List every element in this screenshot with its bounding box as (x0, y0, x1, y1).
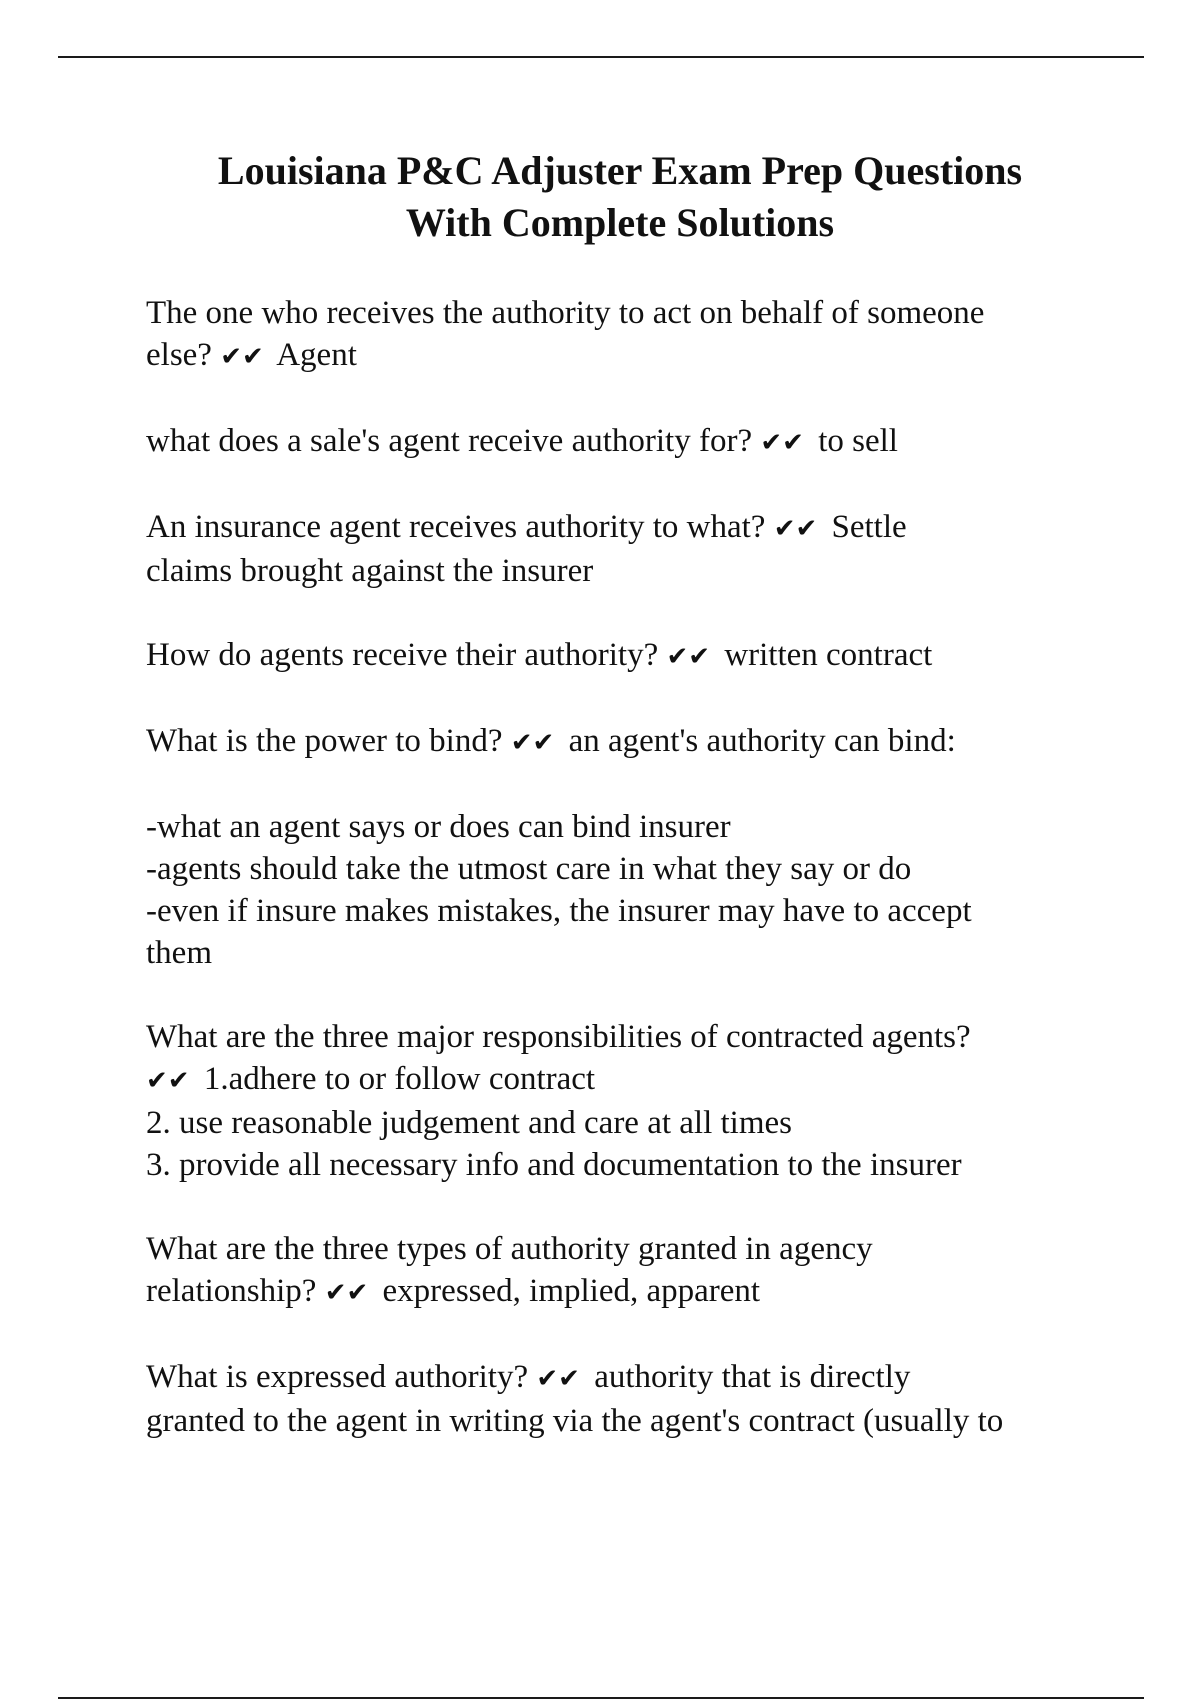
check-icon: ✔✔ (773, 514, 818, 544)
answer-line (146, 1058, 1156, 1102)
answer-text: 2. use reasonable judgement and care at all times (146, 1105, 792, 1141)
bottom-rule (58, 1697, 1144, 1699)
answer-text: -even if insure makes mistakes, the insurer may have to accept (146, 893, 972, 929)
question-line (146, 420, 1156, 464)
question-text: What is the power to bind? (146, 723, 503, 759)
question-line (146, 506, 1156, 550)
qa-item (146, 292, 1156, 378)
answer-text: -agents should take the utmost care in what they say or do (146, 851, 912, 887)
answer-text: 1.adhere to or follow contract (203, 1061, 596, 1097)
answer-text: 3. provide all necessary info and documentation to the insurer (146, 1147, 962, 1183)
question-text: what does a sale's agent receive authority for? (146, 423, 753, 459)
check-icon: ✔✔ (666, 642, 711, 672)
check-icon: ✔✔ (536, 1364, 580, 1394)
answer-text: to sell (818, 423, 898, 459)
answer-text: Agent (276, 337, 357, 373)
answer-text: authority that is directly (594, 1359, 911, 1395)
qa-item (146, 420, 1156, 464)
answer-text: them (146, 935, 212, 971)
qa-item (146, 1228, 1156, 1314)
qa-item (146, 634, 1156, 678)
check-icon: ✔✔ (146, 1066, 190, 1096)
answer-text: claims brought against the insurer (146, 553, 594, 589)
question-text: relationship? (146, 1273, 317, 1309)
question-line (146, 720, 1156, 764)
question-line (146, 634, 1156, 678)
qa-item (146, 1356, 1156, 1442)
answer-text: an agent's authority can bind: (568, 723, 956, 759)
qa-item (146, 720, 1156, 974)
question-line (146, 1356, 1156, 1400)
answer-text: written contract (724, 637, 933, 673)
qa-list (146, 292, 1156, 1442)
question-text: else? (146, 337, 212, 373)
question-text: What is expressed authority? (146, 1359, 529, 1395)
question-text: The one who receives the authority to act on behalf of someone (146, 295, 985, 331)
question-line (146, 1270, 1156, 1314)
top-rule (58, 56, 1144, 58)
question-line (146, 334, 1156, 378)
check-icon: ✔✔ (510, 728, 555, 758)
page-title (100, 145, 1140, 249)
question-text: An insurance agent receives authority to what? (146, 509, 766, 545)
answer-text: granted to the agent in writing via the agent's contract (usually to (146, 1403, 1004, 1439)
question-text: What are the three major responsibilities of contracted agents? (146, 1019, 971, 1055)
answer-text: Settle (831, 509, 907, 545)
answer-text: -what an agent says or does can bind insurer (146, 809, 731, 845)
check-icon: ✔✔ (324, 1278, 369, 1308)
qa-item (146, 1016, 1156, 1186)
check-icon: ✔✔ (220, 342, 264, 372)
answer-text: expressed, implied, apparent (382, 1273, 761, 1309)
check-icon: ✔✔ (760, 428, 804, 458)
question-text: How do agents receive their authority? (146, 637, 659, 673)
question-text: What are the three types of authority granted in agency (146, 1231, 873, 1267)
title-line-2: With Complete Solutions (405, 200, 835, 245)
qa-item (146, 506, 1156, 592)
title-line-1: Louisiana P&C Adjuster Exam Prep Questions (217, 148, 1023, 193)
